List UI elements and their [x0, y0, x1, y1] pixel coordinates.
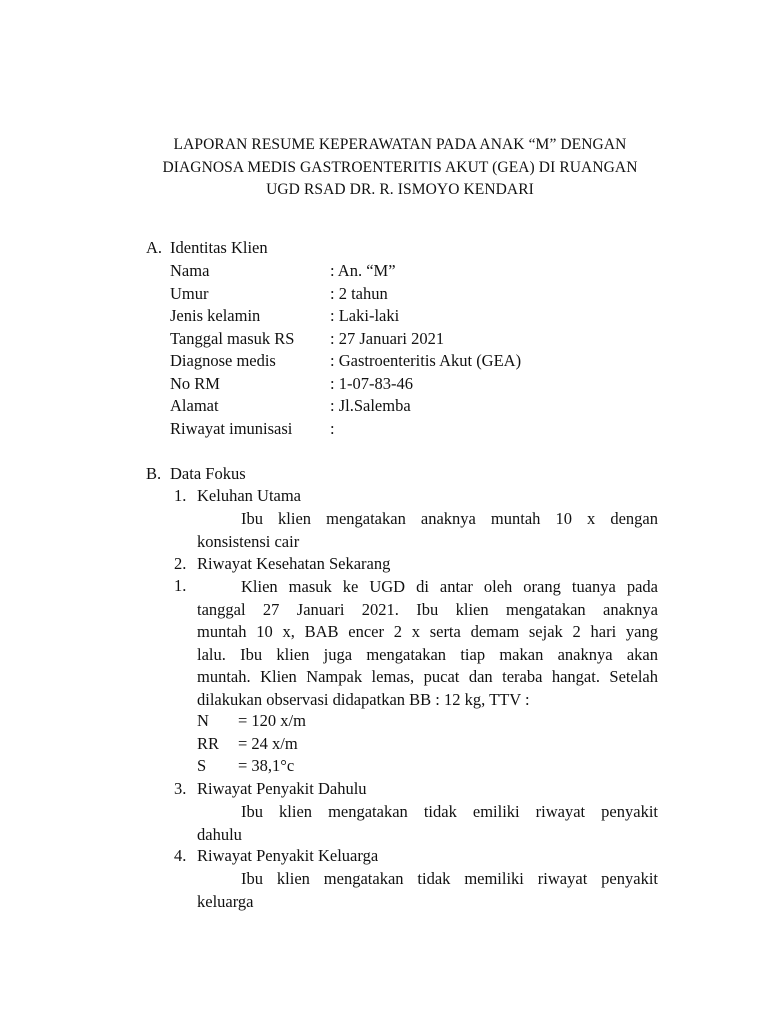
- section-a-heading: [146, 238, 268, 258]
- section-title: Identitas Klien: [170, 238, 268, 257]
- identity-label: No RM: [170, 374, 220, 393]
- vital-value: = 38,1°c: [238, 756, 295, 775]
- identity-label: Alamat: [170, 396, 219, 415]
- paragraph-line: keluarga: [197, 891, 254, 911]
- identity-row-age: [170, 284, 388, 304]
- focus-item-current-health: [174, 554, 390, 574]
- vital-sign-respiration: [197, 734, 298, 754]
- section-b-heading: [146, 464, 246, 484]
- identity-value: : 1-07-83-46: [330, 374, 413, 393]
- current-history-paragraph: [197, 576, 658, 711]
- past-history-paragraph: [197, 801, 658, 846]
- title-line: DIAGNOSA MEDIS GASTROENTERITIS AKUT (GEA) DI RUANGAN: [162, 158, 638, 176]
- title-line: LAPORAN RESUME KEPERAWATAN PADA ANAK “M” DENGAN: [173, 136, 627, 153]
- item-heading: Riwayat Kesehatan Sekarang: [197, 554, 391, 573]
- identity-row-name: [170, 261, 396, 281]
- paragraph-line: dahulu: [197, 824, 242, 844]
- vital-sign-temperature: [197, 756, 294, 776]
- identity-value: : 27 Januari 2021: [330, 329, 445, 348]
- identity-label: Nama: [170, 261, 210, 280]
- identity-label: Jenis kelamin: [170, 306, 261, 325]
- item-number: 1.: [174, 576, 187, 595]
- paragraph-line: Ibu klien mengatakan tidak memiliki riwayat penyakit: [241, 869, 658, 888]
- identity-row-record-number: [170, 374, 413, 394]
- identity-label: Riwayat imunisasi: [170, 419, 293, 438]
- item-heading: Keluhan Utama: [197, 486, 302, 505]
- item-heading: Riwayat Penyakit Dahulu: [197, 779, 367, 798]
- paragraph-line: Klien masuk ke UGD di antar oleh orang tuanya pada: [241, 577, 658, 596]
- title-line: UGD RSAD DR. R. ISMOYO KENDARI: [266, 181, 534, 198]
- identity-row-diagnosis: [170, 351, 521, 371]
- identity-value: : An. “M”: [330, 261, 396, 280]
- identity-row-address: [170, 396, 411, 416]
- paragraph-line: muntah 10 x, BAB encer 2 x serta demam sejak 2 hari yang: [197, 622, 658, 641]
- identity-value: : Laki-laki: [330, 306, 400, 325]
- document-title: [130, 134, 670, 202]
- item-number: 4.: [174, 846, 187, 865]
- identity-label: Umur: [170, 284, 209, 303]
- identity-value: :: [330, 419, 335, 438]
- vital-label: N: [197, 711, 209, 730]
- family-history-paragraph: [197, 868, 658, 913]
- focus-item-family-history: [174, 846, 378, 866]
- item-heading: Riwayat Penyakit Keluarga: [197, 846, 379, 865]
- vital-sign-pulse: [197, 711, 306, 731]
- section-letter: B.: [146, 464, 162, 483]
- paragraph-line: Ibu klien mengatakan anaknya muntah 10 x dengan: [241, 509, 658, 528]
- vital-value: = 120 x/m: [238, 711, 306, 730]
- paragraph-line: konsistensi cair: [197, 531, 300, 551]
- identity-row-admission-date: [170, 329, 444, 349]
- focus-item-past-history: [174, 779, 367, 799]
- focus-item-chief-complaint: [174, 486, 301, 506]
- identity-value: : 2 tahun: [330, 284, 388, 303]
- identity-row-gender: [170, 306, 399, 326]
- identity-value: : Jl.Salemba: [330, 396, 411, 415]
- paragraph-line: tanggal 27 Januari 2021. Ibu klien mengatakan anaknya: [197, 599, 658, 619]
- paragraph-line: lalu. Ibu klien juga mengatakan tiap makan anaknya akan: [197, 644, 658, 664]
- identity-label: Diagnose medis: [170, 351, 276, 370]
- vital-value: = 24 x/m: [238, 734, 298, 753]
- paragraph-line: dilakukan observasi didapatkan BB : 12 kg, TTV :: [197, 689, 530, 709]
- chief-complaint-paragraph: [197, 508, 658, 553]
- identity-row-immunization: [170, 419, 335, 439]
- section-title: Data Fokus: [170, 464, 246, 483]
- vital-label: RR: [197, 734, 220, 753]
- paragraph-line: muntah. Klien Nampak lemas, pucat dan teraba hangat. Setelah: [197, 667, 658, 686]
- identity-value: : Gastroenteritis Akut (GEA): [330, 351, 522, 370]
- item-number: 1.: [174, 486, 187, 505]
- identity-label: Tanggal masuk RS: [170, 329, 295, 348]
- paragraph-line: Ibu klien mengatakan tidak emiliki riwayat penyakit: [241, 802, 658, 821]
- item-number: 2.: [174, 554, 187, 573]
- section-letter: A.: [146, 238, 163, 257]
- vital-label: S: [197, 756, 207, 775]
- item-number: 3.: [174, 779, 187, 798]
- focus-item-current-history-number: [174, 576, 197, 596]
